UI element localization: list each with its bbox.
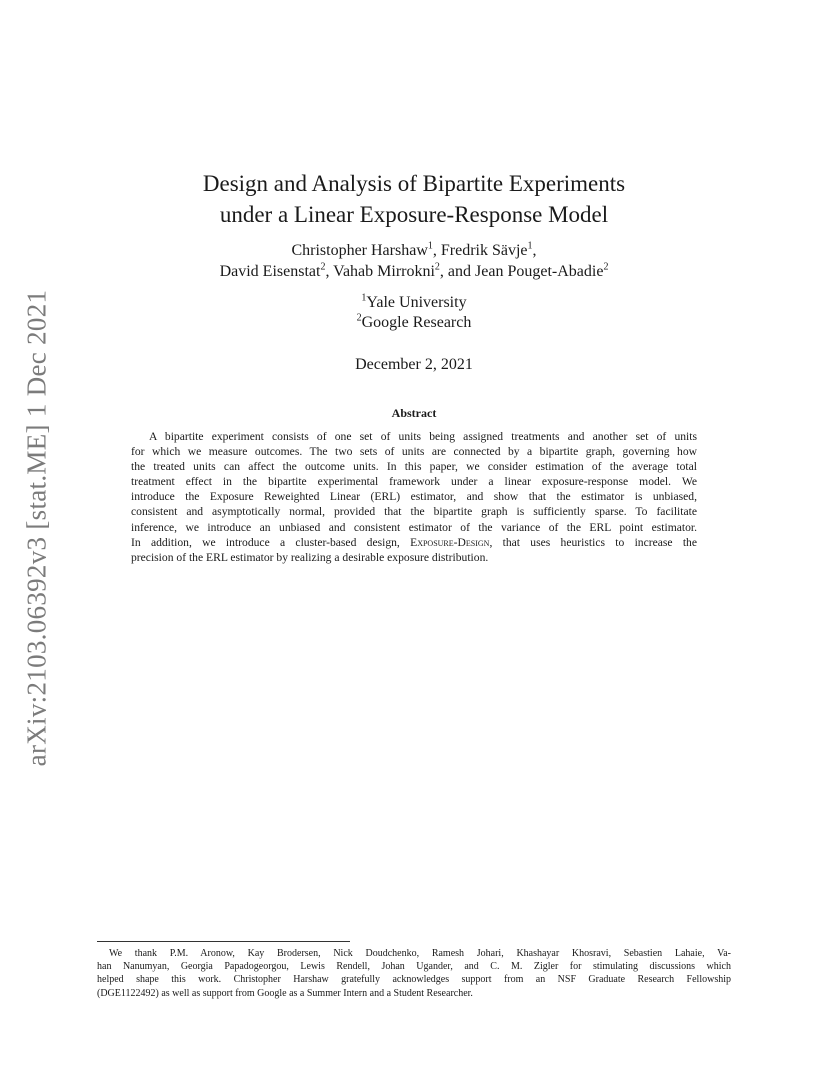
paper-title [0,168,828,230]
affiliation-name: Yale University [366,294,467,311]
affiliation-mark: 1 [427,240,433,252]
author-name: Jean Pouget-Abadie [475,263,604,280]
author-list [0,240,828,282]
footnote-line: We thank P.M. Aronow, Kay Brodersen, Nick Doudchenko, Ramesh Johari, Khashayar Khosravi, Sebastien Lahaie, Va- [109,948,731,959]
author-name: Fredrik Sävje [440,242,528,259]
affiliation-name: Google Research [361,314,472,331]
arxiv-identifier-stamp: arXiv:2103.06392v3 [stat.ME] 1 Dec 2021 [21,289,52,767]
title-line-2: under a Linear Exposure-Response Model [219,202,609,227]
author-separator: , and [439,263,476,280]
abstract-line: consistent and asymptotically normal, provided that the bipartite graph is sufficiently sparse. To facilitate [131,505,697,519]
author-name: David Eisenstat [219,263,321,280]
abstract-line: inference, we introduce an unbiased and consistent estimator of the variance of the ERL point estimator. [131,520,697,534]
abstract-line: introduce the Exposure Reweighted Linear (ERL) estimator, and show that the estimator is unbiased, [131,490,697,504]
abstract-body [131,429,697,565]
abstract-heading: Abstract [391,406,437,420]
footnote-line: han Nanumyan, Georgia Papadogeorgou, Lewis Rendell, Johan Ugander, and C. M. Zigler for stimulating discussions which [97,961,731,973]
abstract-line: for which we measure outcomes. The two sets of units are connected by a bipartite graph, governing how [131,445,697,459]
abstract-line: precision of the ERL estimator by realizing a desirable exposure distribution. [131,550,489,564]
abstract-text: , that uses heuristics to increase the [489,535,697,549]
affiliation-mark: 2 [603,261,609,273]
abstract-line [131,535,697,550]
author-line-2 [0,261,828,282]
footnote-line: helped shape this work. Christopher Harshaw gratefully acknowledges support from an NSF Graduate Research Fellowship [97,974,731,986]
author-line-1: Christopher Harshaw$^1$, Fredrik Sävje$^1$, [291,240,537,259]
affiliation-1 [0,293,828,313]
affiliation-mark: 1 [527,240,533,252]
affiliation-mark: 1 [361,292,367,304]
abstract-line: treatment effect in the bipartite experimental framework under a linear exposure-response model. We [131,475,697,489]
abstract-line: the treated units can affect the outcome units. In this paper, we consider estimation of the average total [131,460,697,474]
author-separator: , [325,263,334,280]
affiliation-mark: 2 [320,261,326,273]
affiliation-mark: 2 [356,312,362,324]
abstract-line: A bipartite experiment consists of one set of units being assigned treatments and another set of units [149,430,697,443]
title-line-1: Design and Analysis of Bipartite Experiments [202,171,626,196]
footnote-line: (DGE1122492) as well as support from Google as a Summer Intern and a Student Researcher. [97,987,473,999]
author-name: Vahab Mirrokni [333,263,435,280]
affiliation-mark: 2 [434,261,440,273]
affiliation-list [0,293,828,333]
design-name: Exposure-Design [410,535,490,549]
affiliation-2 [0,313,828,333]
footnote-divider [97,941,350,942]
abstract-text: In addition, we introduce a cluster-based design, [131,535,411,549]
author-name: Christopher Harshaw [291,242,428,259]
acknowledgements-footnote [97,947,731,1000]
publication-date: December 2, 2021 [355,356,473,373]
author-separator: , [432,242,441,259]
